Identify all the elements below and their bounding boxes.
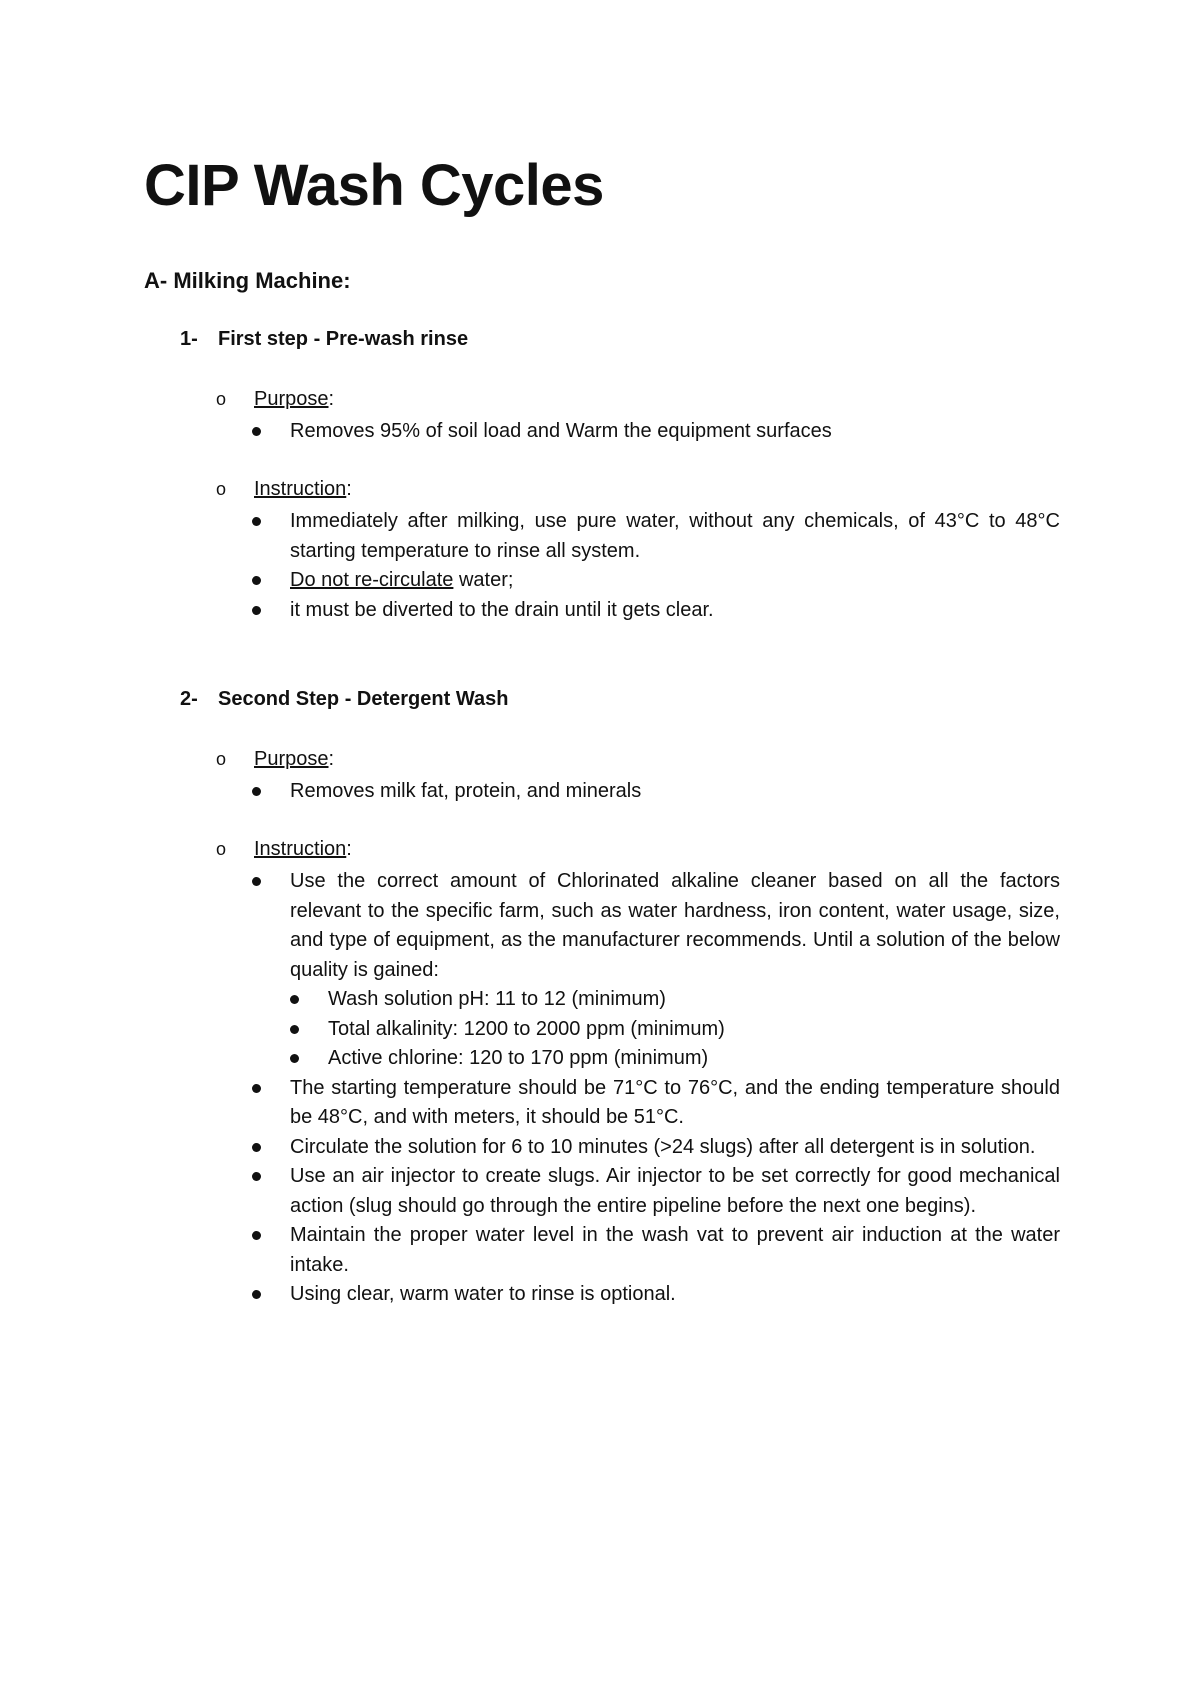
purpose-colon: : [328, 388, 335, 410]
instruction-colon: : [346, 838, 352, 860]
circle-bullet-icon: o [216, 479, 227, 499]
bullet-icon [290, 995, 299, 1004]
bullet-icon [252, 877, 261, 886]
quality-item: Total alkalinity: 1200 to 2000 ppm (minimum) [290, 1015, 1060, 1045]
list-item: Use an air injector to create slugs. Air injector to be set correctly for good mechanical action (slug should go through the entire pipeline before the next one begins). [252, 1162, 1060, 1221]
bullet-icon [252, 427, 261, 436]
step-2-purpose-heading [216, 748, 334, 771]
bullet-icon [252, 576, 261, 585]
step-2-purpose-list [252, 777, 1060, 807]
list-item: Immediately after milking, use pure water, without any chemicals, of 43°C to 48°C starting temperature to rinse all system. [252, 507, 1060, 566]
bullet-icon [290, 1025, 299, 1034]
step-1-purpose-list [252, 417, 1060, 447]
step-2-instruction-heading [216, 838, 352, 861]
instruction-colon: : [346, 478, 352, 500]
step-1-instruction-list [252, 507, 1060, 625]
bullet-icon [252, 606, 261, 615]
list-item: Removes 95% of soil load and Warm the equipment surfaces [252, 417, 1060, 447]
quality-list [290, 985, 1060, 1074]
purpose-label: Purpose [254, 388, 329, 410]
list-item: Maintain the proper water level in the wash vat to prevent air induction at the water intake. [252, 1221, 1060, 1280]
circle-bullet-icon: o [216, 389, 227, 409]
section-heading-milking-machine: A- Milking Machine: [144, 268, 351, 293]
list-item: Using clear, warm water to rinse is optional. [252, 1280, 1060, 1310]
list-item: Do not re-circulate water; [252, 566, 1060, 596]
list-item: Circulate the solution for 6 to 10 minutes (>24 slugs) after all detergent is in solution. [252, 1133, 1060, 1163]
bullet-icon [252, 1084, 261, 1093]
list-item: The starting temperature should be 71°C to 76°C, and the ending temperature should be 48°C, and with meters, it should be 51°C. [252, 1074, 1060, 1133]
step-2-heading [180, 688, 508, 711]
bullet-icon [252, 517, 261, 526]
bullet-icon [290, 1054, 299, 1063]
instruction-label: Instruction [254, 478, 347, 500]
quality-item: Wash solution pH: 11 to 12 (minimum) [290, 985, 1060, 1015]
step-1-number: 1- [180, 328, 198, 350]
bullet-icon [252, 1231, 261, 1240]
purpose-colon: : [328, 748, 335, 770]
document-title: CIP Wash Cycles [144, 153, 604, 218]
list-item: Use the correct amount of Chlorinated alkaline cleaner based on all the factors relevant to the specific farm, such as water hardness, iron content, water usage, size, and type of equipment, as the manufacturer recommends. Until a solution of the below quality is gained: Wash solution pH: 11 to 12 (minimum) Total alkalinity: 1200 to 2000 ppm (minimum) Active chlorine: 120 to 170 ppm (minimum) [252, 867, 1060, 1074]
circle-bullet-icon: o [216, 749, 227, 769]
purpose-label: Purpose [254, 748, 329, 770]
step-2-number: 2- [180, 688, 198, 710]
step-2-label: Second Step - Detergent Wash [218, 688, 509, 710]
bullet-icon [252, 787, 261, 796]
step-2-instruction-list [252, 867, 1060, 1310]
instruction-label: Instruction [254, 838, 347, 860]
list-item: Removes milk fat, protein, and minerals [252, 777, 1060, 807]
circle-bullet-icon: o [216, 839, 227, 859]
list-item: it must be diverted to the drain until it gets clear. [252, 596, 1060, 626]
step-1-instruction-heading [216, 478, 352, 501]
quality-item: Active chlorine: 120 to 170 ppm (minimum) [290, 1044, 1060, 1074]
bullet-icon [252, 1290, 261, 1299]
step-1-label: First step - Pre-wash rinse [218, 328, 469, 350]
bullet-icon [252, 1172, 261, 1181]
bullet-icon [252, 1143, 261, 1152]
step-1-purpose-heading [216, 388, 334, 411]
step-1-heading [180, 328, 468, 351]
